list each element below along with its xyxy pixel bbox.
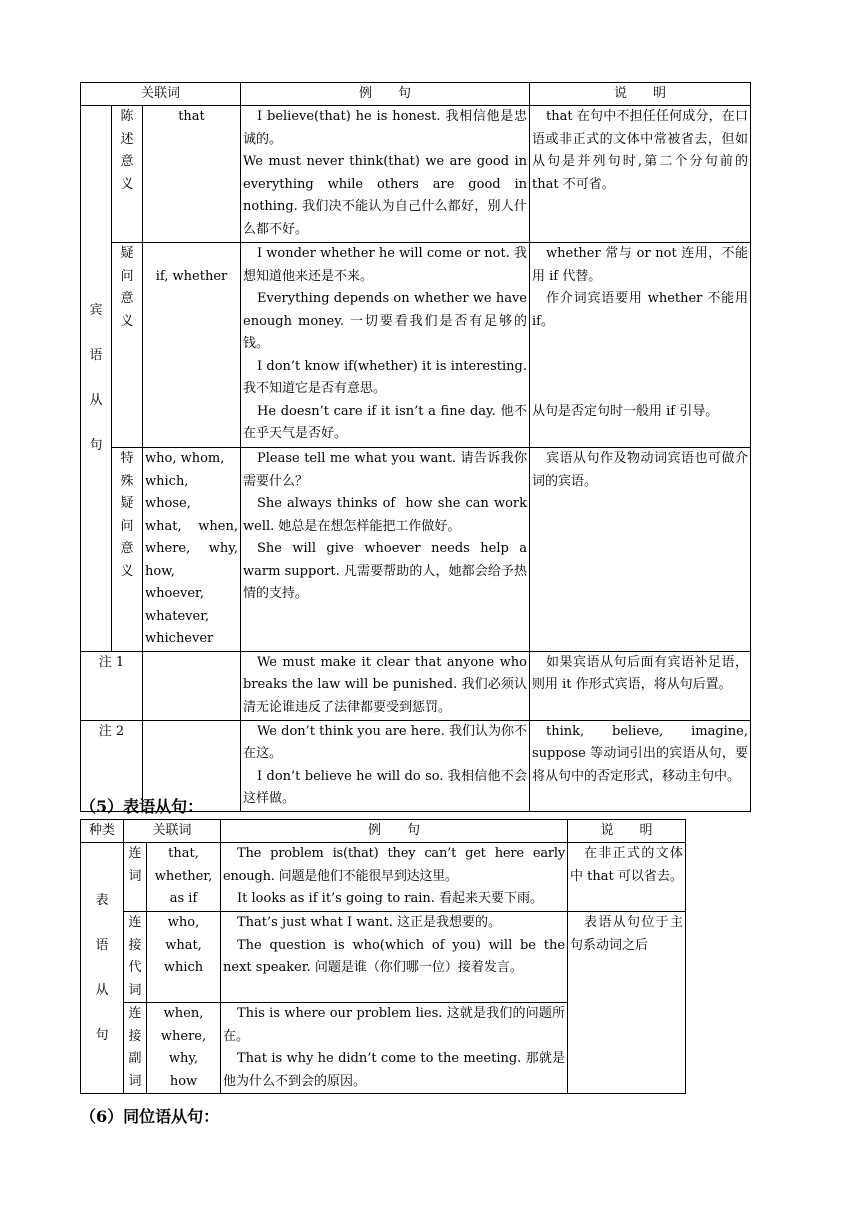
- connective-word: where, why,: [145, 541, 238, 556]
- note-label: 注 1: [81, 651, 143, 720]
- meaning-char: 义: [120, 176, 134, 192]
- explanation-text: whether 常与 or not 连用，不能用 if 代替。: [532, 246, 748, 284]
- meaning-char: 意: [120, 291, 134, 306]
- example-sentence: We must make it clear that anyone who breaks the law will be punished. 我们必须认清无论谁违反了法律都要受到惩罚。: [243, 654, 527, 715]
- example-sentence: Please tell me what you want. 请告诉我你需要什么？: [243, 451, 527, 489]
- meaning-char: 连: [128, 915, 142, 930]
- example-sentence: That is why he didn’t come to the meeting. 那就是他为什么不到会的原因。: [223, 1051, 566, 1089]
- header-explanation: 说 明: [530, 83, 751, 106]
- category-char: 语: [95, 938, 109, 953]
- example-sentence: This is where our problem lies. 这就是我们的问题所在。: [223, 1006, 566, 1044]
- connective-word: who, whom,: [145, 451, 225, 466]
- meaning-char: 连: [128, 846, 142, 861]
- connective-word: who,: [167, 915, 200, 930]
- meaning-char: 副: [128, 1051, 142, 1066]
- example-cell: [241, 448, 530, 652]
- connective-word: whoever,: [145, 586, 204, 601]
- connective-word: where,: [160, 1028, 207, 1044]
- example-sentence: I wonder whether he will come or not. 我想知道他来还是不来。: [243, 246, 527, 284]
- explanation-text: 在非正式的文体中 that 可以省去。: [570, 846, 684, 884]
- example-cell: [241, 651, 530, 720]
- table-row: [81, 651, 751, 720]
- explanation-text: think, believe, imagine, suppose 等动词引出的宾语从句，要将从句中的否定形式，移动主句中。: [532, 723, 748, 784]
- category-char: 表: [95, 893, 109, 908]
- meaning-char: 词: [128, 1073, 142, 1089]
- table-header-row: [81, 820, 686, 843]
- connective-word: as if: [169, 891, 198, 906]
- table-row: [81, 106, 751, 243]
- meaning-cell: [124, 912, 147, 1003]
- explanation-cell: [568, 843, 686, 912]
- meaning-char: 词: [128, 868, 142, 884]
- example-sentence: I believe(that) he is honest. 我相信他是忠诚的。: [243, 109, 527, 147]
- example-sentence: She always thinks of how she can work well. 她总是在想怎样能把工作做好。: [243, 496, 532, 534]
- meaning-char: 陈: [120, 109, 134, 124]
- example-sentence: I don’t believe he will do so. 我相信他不会这样做。: [243, 768, 527, 806]
- example-sentence: He doesn’t care if it isn’t a fine day. 他不在乎天气是否好。: [243, 403, 527, 441]
- explanation-cell: [530, 720, 751, 811]
- example-cell: [241, 243, 530, 448]
- connective-cell: that: [143, 106, 241, 243]
- category-char: 从: [89, 393, 103, 409]
- connective-cell: [147, 1003, 221, 1094]
- connective-word: that,: [168, 846, 199, 861]
- example-sentence: The problem is(that) they can’t get here early enough. 问题是他们不能很早到达这里。: [223, 846, 566, 884]
- explanation-text: 宾语从句作及物动词宾语也可做介词的宾语。: [532, 451, 748, 489]
- connective-word: whatever,: [145, 608, 210, 624]
- explanation-text: 如果宾语从句后面有宾语补足语，则用 it 作形式宾语，将从句后置。: [532, 654, 748, 692]
- table-row: [81, 448, 751, 652]
- meaning-char: 疑: [120, 496, 134, 511]
- example-sentence: We must never think(that) we are good in everything while others are good in nothing. 我们决不能认为自己什么都好，别人什么都不好。: [243, 154, 527, 237]
- connective-word: whichever: [145, 631, 214, 646]
- connective-cell: [147, 843, 221, 912]
- explanation-text: 作介词宾语要用 whether 不能用 if。: [532, 291, 748, 329]
- meaning-cell: [112, 448, 143, 652]
- meaning-char: 问: [120, 518, 134, 534]
- meaning-char: 代: [128, 960, 142, 975]
- object-clause-table: [80, 82, 751, 812]
- explanation-text: that 在句中不担任任何成分，在口语或非正式的文体中常被省去，但如从句是并列句时,第二个分句前的 that 不可省。: [532, 109, 748, 192]
- connective-cell: [143, 448, 241, 652]
- example-sentence: I don’t know if(whether) it is interesting. 我不知道它是否有意思。: [243, 358, 527, 396]
- meaning-cell: [124, 1003, 147, 1094]
- header-category: 种类: [81, 820, 124, 843]
- explanation-text: 表语从句位于主句系动词之后: [570, 915, 684, 953]
- example-sentence: That’s just what I want. 这正是我想要的。: [237, 915, 502, 930]
- category-char: 从: [95, 983, 109, 998]
- connective-word: which, whose,: [145, 473, 191, 511]
- meaning-char: 意: [120, 154, 134, 169]
- category-char: 宾: [89, 303, 103, 319]
- example-cell: [221, 912, 568, 1003]
- meaning-cell: [112, 106, 143, 243]
- connective-word: if, whether: [155, 268, 228, 284]
- header-connective: 关联词: [81, 83, 241, 106]
- example-sentence: We don’t think you are here. 我们认为你不在这。: [243, 723, 527, 761]
- meaning-char: 接: [128, 1028, 142, 1044]
- meaning-char: 述: [120, 131, 134, 147]
- example-cell: [221, 843, 568, 912]
- meaning-char: 殊: [120, 473, 134, 489]
- example-cell: [241, 106, 530, 243]
- table-row: [81, 843, 686, 912]
- category-cell: [81, 106, 112, 652]
- header-explanation: 说 明: [568, 820, 686, 843]
- category-char: 句: [89, 438, 103, 454]
- connective-word: whether,: [154, 868, 213, 884]
- section-heading-predicative: （5）表语从句：: [80, 797, 204, 816]
- table-header-row: [81, 83, 751, 106]
- note-label: 注 2: [81, 720, 143, 811]
- header-example: 例 句: [221, 820, 568, 843]
- explanation-cell: [530, 243, 751, 448]
- meaning-char: 接: [128, 937, 142, 953]
- meaning-char: 特: [120, 451, 134, 466]
- meaning-char: 疑: [120, 246, 134, 261]
- example-sentence: It looks as if it’s going to rain. 看起来天要下雨。: [237, 891, 544, 906]
- meaning-char: 词: [128, 982, 142, 998]
- meaning-char: 问: [120, 268, 134, 284]
- category-char: 句: [95, 1028, 109, 1043]
- explanation-cell: [530, 106, 751, 243]
- category-cell: [81, 843, 124, 1094]
- example-cell: [241, 720, 530, 811]
- explanation-cell: [568, 912, 686, 1094]
- example-cell: [221, 1003, 568, 1094]
- explanation-text: 从句是否定句时一般用 if 引导。: [532, 403, 719, 419]
- connective-cell: [143, 243, 241, 448]
- meaning-char: 义: [120, 563, 134, 579]
- meaning-char: 义: [120, 313, 134, 329]
- connective-word: why,: [168, 1051, 199, 1066]
- table-row: [81, 912, 686, 1003]
- explanation-cell: [530, 651, 751, 720]
- connective-word: how: [169, 1073, 198, 1089]
- connective-cell: [143, 651, 241, 720]
- example-sentence: She will give whoever needs help a warm support. 凡需要帮助的人，她都会给予热情的支持。: [243, 541, 527, 601]
- meaning-cell: [124, 843, 147, 912]
- category-char: 语: [89, 348, 103, 364]
- meaning-char: 意: [120, 541, 134, 556]
- table-row: [81, 243, 751, 448]
- connective-cell: [147, 912, 221, 1003]
- section-heading-appositive: （6）同位语从句：: [80, 1107, 220, 1126]
- header-example: 例 句: [241, 83, 530, 106]
- connective-word: what,: [165, 937, 202, 953]
- connective-word: which: [163, 960, 204, 975]
- connective-word: how,: [145, 563, 175, 579]
- connective-word: when,: [163, 1006, 204, 1021]
- meaning-char: 连: [128, 1006, 142, 1021]
- predicative-clause-table: [80, 819, 686, 1094]
- explanation-cell: [530, 448, 751, 652]
- meaning-cell: [112, 243, 143, 448]
- connective-word: what, when,: [145, 518, 238, 534]
- example-sentence: The question is who(which of you) will be the next speaker. 问题是谁（你们哪一位）接着发言。: [223, 937, 566, 975]
- header-connective: 关联词: [124, 820, 221, 843]
- example-sentence: Everything depends on whether we have enough money. 一切要看我们是否有足够的钱。: [243, 291, 527, 351]
